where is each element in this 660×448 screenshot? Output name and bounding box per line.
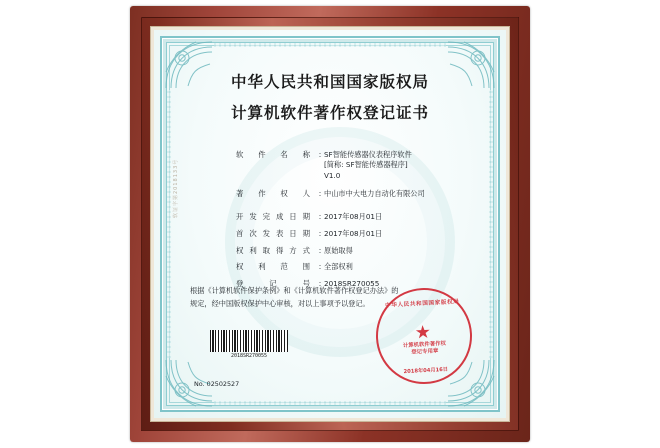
field-row-dev-complete-date [236,212,462,223]
field-colon: : [318,150,322,159]
statement-line-2: 规定，经中国版权保护中心审核，对以上事项予以登记。 [190,298,370,308]
field-label: 权利范围 [236,262,310,272]
field-row-first-publish-date [236,229,462,240]
border-pattern-bottom [214,401,446,405]
certificate-frame [130,6,530,442]
star-icon: ★ [414,321,432,344]
field-value: 原始取得 [324,245,353,255]
statement-line-1: 根据《计算机软件保护条例》和《计算机软件著作权登记办法》的 [190,286,399,295]
field-colon: : [318,262,322,272]
frame-mat [150,26,510,422]
seal-arc-top-text: 中华人民共和国国家版权局 [385,299,460,309]
field-label: 软件名称 [236,150,310,159]
field-value: 2017年08月01日 [324,212,383,222]
official-seal [374,286,475,387]
barcode [210,330,288,352]
field-value-sub1: [简称: SF智能传感器程序] [324,160,408,170]
field-colon: : [318,245,322,255]
field-row-copyright-owner [236,189,462,200]
field-value: 2018SR270055 [324,278,380,288]
field-value: 中山市中大电力自动化有限公司 [324,189,425,199]
page-title-line1: 中华人民共和国国家版权局 [230,73,429,91]
seal-center-line1: 计算机软件著作权 [402,340,447,350]
field-colon: : [318,212,322,222]
field-list [176,150,484,290]
field-value [324,150,462,181]
field-colon: : [318,278,322,288]
field-value: 2017年08月01日 [324,228,383,238]
border-pattern-right [489,90,493,358]
seal-center-line2: 登记专用章 [411,348,439,356]
border-pattern-top [214,43,446,47]
vertical-code-text: 软证字第2018133号 [173,158,179,218]
field-value: 全部权利 [324,262,353,272]
certificate-paper [154,30,506,418]
field-value-sub2: V1.0 [324,170,341,180]
field-label: 开发完成日期 [236,212,310,222]
field-row-rights-scope [236,262,462,273]
field-value-main: SF智能传感器仪表程序软件 [324,150,412,159]
field-label: 首次发表日期 [236,228,310,238]
page-title-line2: 计算机软件著作权登记证书 [230,104,429,122]
field-label: 登记号 [236,278,310,288]
seal-center-text [378,340,471,359]
field-colon: : [318,228,322,238]
border-pattern-left [167,90,171,358]
field-colon: : [318,189,322,199]
frame-bevel [141,17,519,431]
certificate-number: No. 02502527 [194,380,240,388]
barcode-number: 2018SR270055 [230,353,268,359]
field-row-software-name [236,150,462,181]
field-label: 权利取得方式 [236,245,310,255]
field-row-acquisition-method [236,246,462,257]
seal-date: 2018年04月16日 [403,366,449,376]
field-label: 著作权人 [236,189,310,199]
